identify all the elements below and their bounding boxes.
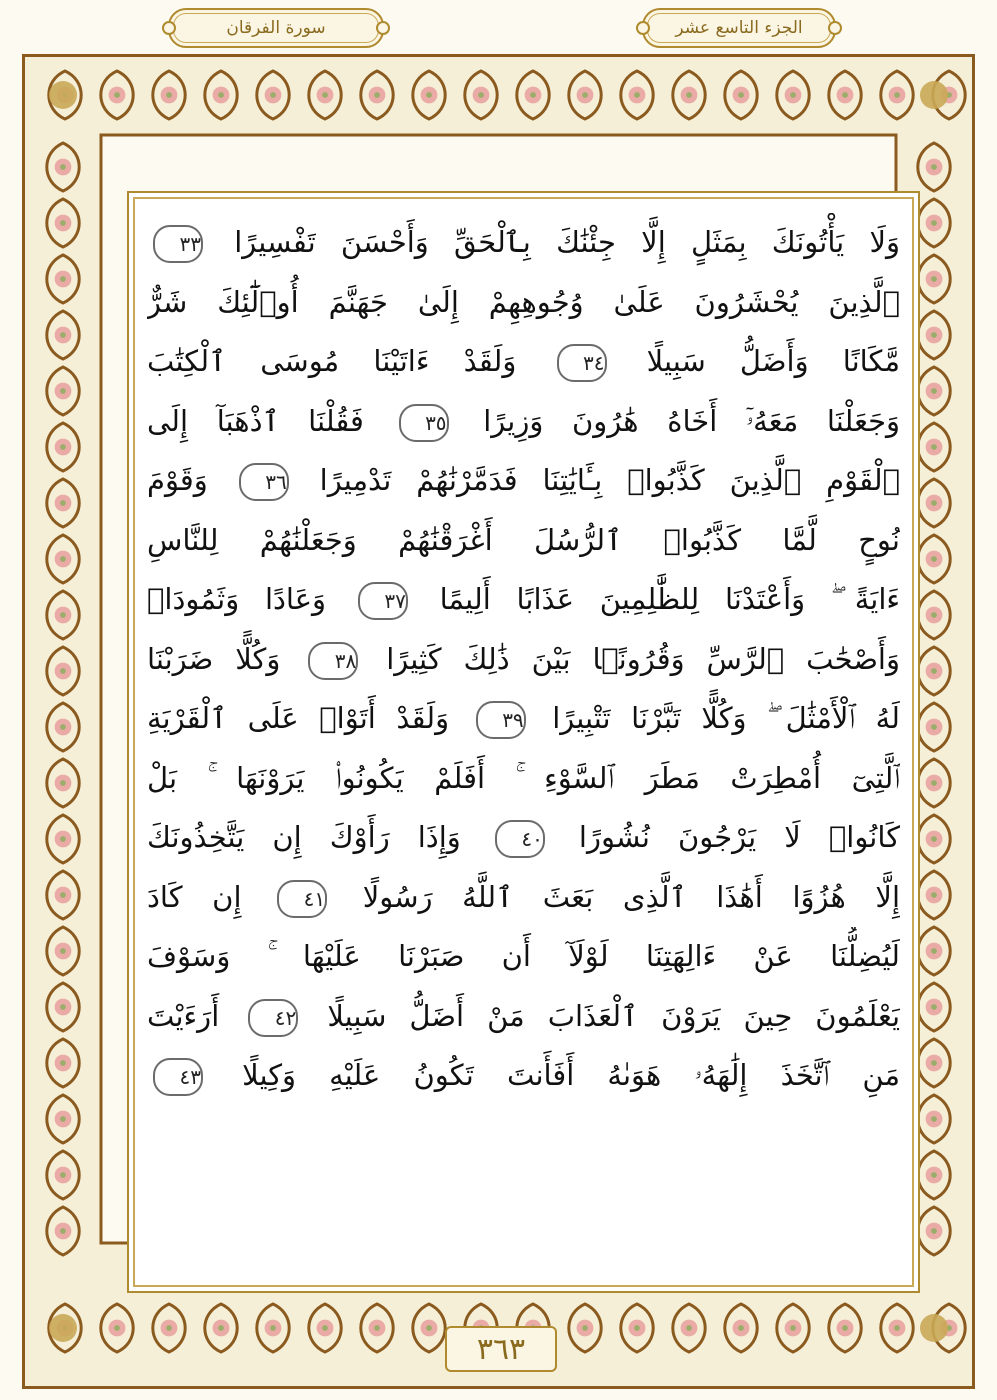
- rosette-center: [738, 1325, 744, 1331]
- rosette-center: [582, 1325, 588, 1331]
- rosette-center: [931, 836, 937, 842]
- rosette-center: [686, 92, 692, 98]
- ornamental-border: [22, 54, 975, 1389]
- verse-text: نُوحٍ لَّمَّا كَذَّبُوا۟ ٱلرُّسُلَ أَغْرَقْنَٰهُمْ وَجَعَلْنَٰهُمْ لِلنَّاسِ: [147, 522, 900, 557]
- rosette-center: [931, 556, 937, 562]
- aya-number-marker: ٤٠: [495, 820, 545, 858]
- rosette-center: [60, 388, 66, 394]
- rosette-center: [60, 668, 66, 674]
- rosette-center: [166, 1325, 172, 1331]
- rosette-center: [60, 612, 66, 618]
- rosette-center: [931, 1172, 937, 1178]
- rosette-center: [60, 948, 66, 954]
- rosette-center: [931, 276, 937, 282]
- rosette-center: [60, 1004, 66, 1010]
- rosette-center: [931, 724, 937, 730]
- verse-text: مَّكَانًا وَأَضَلُّ سَبِيلًا: [646, 344, 900, 378]
- rosette-center: [60, 164, 66, 170]
- rosette-center: [931, 612, 937, 618]
- rosette-center: [60, 276, 66, 282]
- verse-line: [147, 213, 900, 273]
- rosette-center: [218, 1325, 224, 1331]
- verse-text: وَأَصْحَٰبَ ٱلرَّسِّ وَقُرُونًۢا بَيْنَ ذَٰلِكَ كَثِيرًا: [386, 641, 900, 676]
- rosette-center: [60, 1172, 66, 1178]
- aya-number-marker: ٣٨: [308, 642, 358, 680]
- rosette-center: [166, 92, 172, 98]
- rosette-center: [426, 92, 432, 98]
- rosette-center: [60, 332, 66, 338]
- rosette-center: [322, 92, 328, 98]
- rosette-center: [60, 892, 66, 898]
- rosette-center: [894, 92, 900, 98]
- verse-text: وَإِذَا رَأَوْكَ إِن يَتَّخِذُونَكَ: [147, 820, 461, 854]
- juz-name: الجزء التاسع عشر: [675, 18, 803, 38]
- rosette-center: [931, 1116, 937, 1122]
- rosette-center: [60, 1116, 66, 1122]
- verse-line: [147, 570, 900, 630]
- verse-text: إِن كَادَ: [147, 879, 242, 914]
- verse-line: [147, 392, 900, 452]
- corner-medallion: [49, 81, 77, 109]
- verse-text: مَنِ ٱتَّخَذَ إِلَٰهَهُۥ هَوَىٰهُ أَفَأَنتَ تَكُونُ عَلَيْهِ وَكِيلًا: [242, 1058, 900, 1092]
- verse-text: كَانُوا۟ لَا يَرْجُونَ نُشُورًا: [578, 820, 900, 854]
- rosette-center: [931, 1228, 937, 1234]
- rosette-center: [931, 388, 937, 394]
- verse-line: [147, 332, 900, 392]
- rosette-center: [322, 1325, 328, 1331]
- surah-name: سورة الفرقان: [226, 18, 326, 38]
- rosette-center: [931, 1060, 937, 1066]
- surah-name-plaque: [168, 8, 384, 48]
- corner-medallion: [49, 1314, 77, 1342]
- rosette-center: [931, 164, 937, 170]
- verse-text: يَعْلَمُونَ حِينَ يَرَوْنَ ٱلْعَذَابَ مَنْ أَضَلُّ سَبِيلًا: [327, 998, 900, 1033]
- verse-text: ٱلَّذِينَ يُحْشَرُونَ عَلَىٰ وُجُوهِهِمْ إِلَىٰ جَهَنَّمَ أُو۟لَٰٓئِكَ شَرٌّ: [147, 284, 900, 319]
- rosette-center: [931, 500, 937, 506]
- verse-line: [147, 511, 900, 571]
- rosette-center: [270, 1325, 276, 1331]
- rosette-center: [530, 92, 536, 98]
- rosette-center: [60, 1060, 66, 1066]
- rosette-center: [60, 1228, 66, 1234]
- verse-text: وَلَقَدْ أَتَوْا۟ عَلَى ٱلْقَرْيَةِ: [147, 701, 450, 735]
- aya-number-marker: ٣٥: [399, 404, 449, 442]
- rosette-center: [686, 1325, 692, 1331]
- rosette-center: [218, 92, 224, 98]
- verse-text: وَقَوْمَ: [147, 463, 208, 497]
- verse-line: [147, 987, 900, 1047]
- verse-line: [147, 927, 900, 987]
- rosette-center: [931, 220, 937, 226]
- verse-text: لَيُضِلُّنَا عَنْ ءَالِهَتِنَا لَوْلَآ أَن صَبَرْنَا عَلَيْهَا ۚ وَسَوْفَ: [147, 939, 900, 973]
- rosette-center: [374, 92, 380, 98]
- verse-text: وَعَادًا وَثَمُودَا۟: [147, 582, 327, 616]
- verse-text: أَرَءَيْتَ: [147, 998, 220, 1033]
- rosette-center: [270, 92, 276, 98]
- verse-text: ٱلَّتِىٓ أُمْطِرَتْ مَطَرَ ٱلسَّوْءِ ۚ أَفَلَمْ يَكُونُوا۟ يَرَوْنَهَا ۚ بَلْ: [147, 760, 900, 795]
- rosette-center: [478, 92, 484, 98]
- rosette-center: [60, 556, 66, 562]
- aya-number-marker: ٣٦: [239, 463, 289, 501]
- rosette-center: [582, 92, 588, 98]
- verse-text: ءَايَةً ۖ وَأَعْتَدْنَا لِلظَّٰلِمِينَ عَذَابًا أَلِيمًا: [439, 582, 900, 616]
- rosette-center: [931, 332, 937, 338]
- corner-medallion: [920, 1314, 948, 1342]
- rosette-center: [931, 780, 937, 786]
- verse-text: وَلَا يَأْتُونَكَ بِمَثَلٍ إِلَّا جِئْنَٰكَ بِٱلْحَقِّ وَأَحْسَنَ تَفْسِيرًا: [234, 225, 900, 259]
- verse-line: [147, 451, 900, 511]
- rosette-center: [931, 444, 937, 450]
- rosette-center: [60, 444, 66, 450]
- rosette-center: [894, 1325, 900, 1331]
- verse-text: ٱلْقَوْمِ ٱلَّذِينَ كَذَّبُوا۟ بِـَٔايَٰتِنَا فَدَمَّرْنَٰهُمْ تَدْمِيرًا: [319, 463, 900, 497]
- rosette-center: [114, 1325, 120, 1331]
- verse-text: وَلَقَدْ ءَاتَيْنَا مُوسَى ٱلْكِتَٰبَ: [147, 344, 517, 378]
- rosette-center: [60, 836, 66, 842]
- aya-number-marker: ٣٧: [358, 582, 408, 620]
- verse-line: [147, 689, 900, 749]
- rosette-center: [60, 500, 66, 506]
- rosette-center: [374, 1325, 380, 1331]
- aya-number-marker: ٣٩: [476, 701, 526, 739]
- verse-line: [147, 808, 900, 868]
- rosette-center: [931, 948, 937, 954]
- rosette-center: [60, 780, 66, 786]
- aya-number-marker: ٤٢: [248, 999, 298, 1037]
- verse-text: وَجَعَلْنَا مَعَهُۥٓ أَخَاهُ هَٰرُونَ وَزِيرًا: [483, 403, 900, 438]
- verse-text: فَقُلْنَا ٱذْهَبَآ إِلَى: [147, 403, 364, 438]
- verse-text-panel: [133, 197, 914, 1287]
- rosette-center: [60, 724, 66, 730]
- verse-text: إِلَّا هُزُوًا أَهَٰذَا ٱلَّذِى بَعَثَ ٱللَّهُ رَسُولًا: [362, 879, 900, 914]
- rosette-center: [790, 1325, 796, 1331]
- aya-number-marker: ٣٣: [153, 225, 203, 263]
- rosette-center: [426, 1325, 432, 1331]
- aya-number-marker: ٤٣: [153, 1058, 203, 1096]
- verse-line: [147, 868, 900, 928]
- rosette-center: [790, 92, 796, 98]
- rosette-center: [842, 1325, 848, 1331]
- rosette-center: [842, 92, 848, 98]
- rosette-center: [60, 220, 66, 226]
- rosette-center: [931, 1004, 937, 1010]
- aya-number-marker: ٣٤: [557, 344, 607, 382]
- aya-number-marker: ٤١: [277, 880, 327, 918]
- verse-text: وَكُلًّا ضَرَبْنَا: [147, 641, 281, 676]
- rosette-center: [634, 92, 640, 98]
- corner-medallion: [920, 81, 948, 109]
- rosette-center: [114, 92, 120, 98]
- rosette-center: [931, 892, 937, 898]
- page-number: ٣٦٣: [476, 1331, 526, 1367]
- rosette-center: [634, 1325, 640, 1331]
- verse-line: [147, 273, 900, 333]
- verse-text: لَهُ ٱلْأَمْثَٰلَ ۖ وَكُلًّا تَبَّرْنَا تَتْبِيرًا: [552, 701, 900, 735]
- verse-line: [147, 749, 900, 809]
- rosette-center: [738, 92, 744, 98]
- verse-line: [147, 1046, 900, 1106]
- rosette-center: [931, 668, 937, 674]
- page-number-plaque: [445, 1326, 557, 1372]
- verse-line: [147, 630, 900, 690]
- verse-lines: [147, 213, 900, 1106]
- juz-name-plaque: [642, 8, 836, 48]
